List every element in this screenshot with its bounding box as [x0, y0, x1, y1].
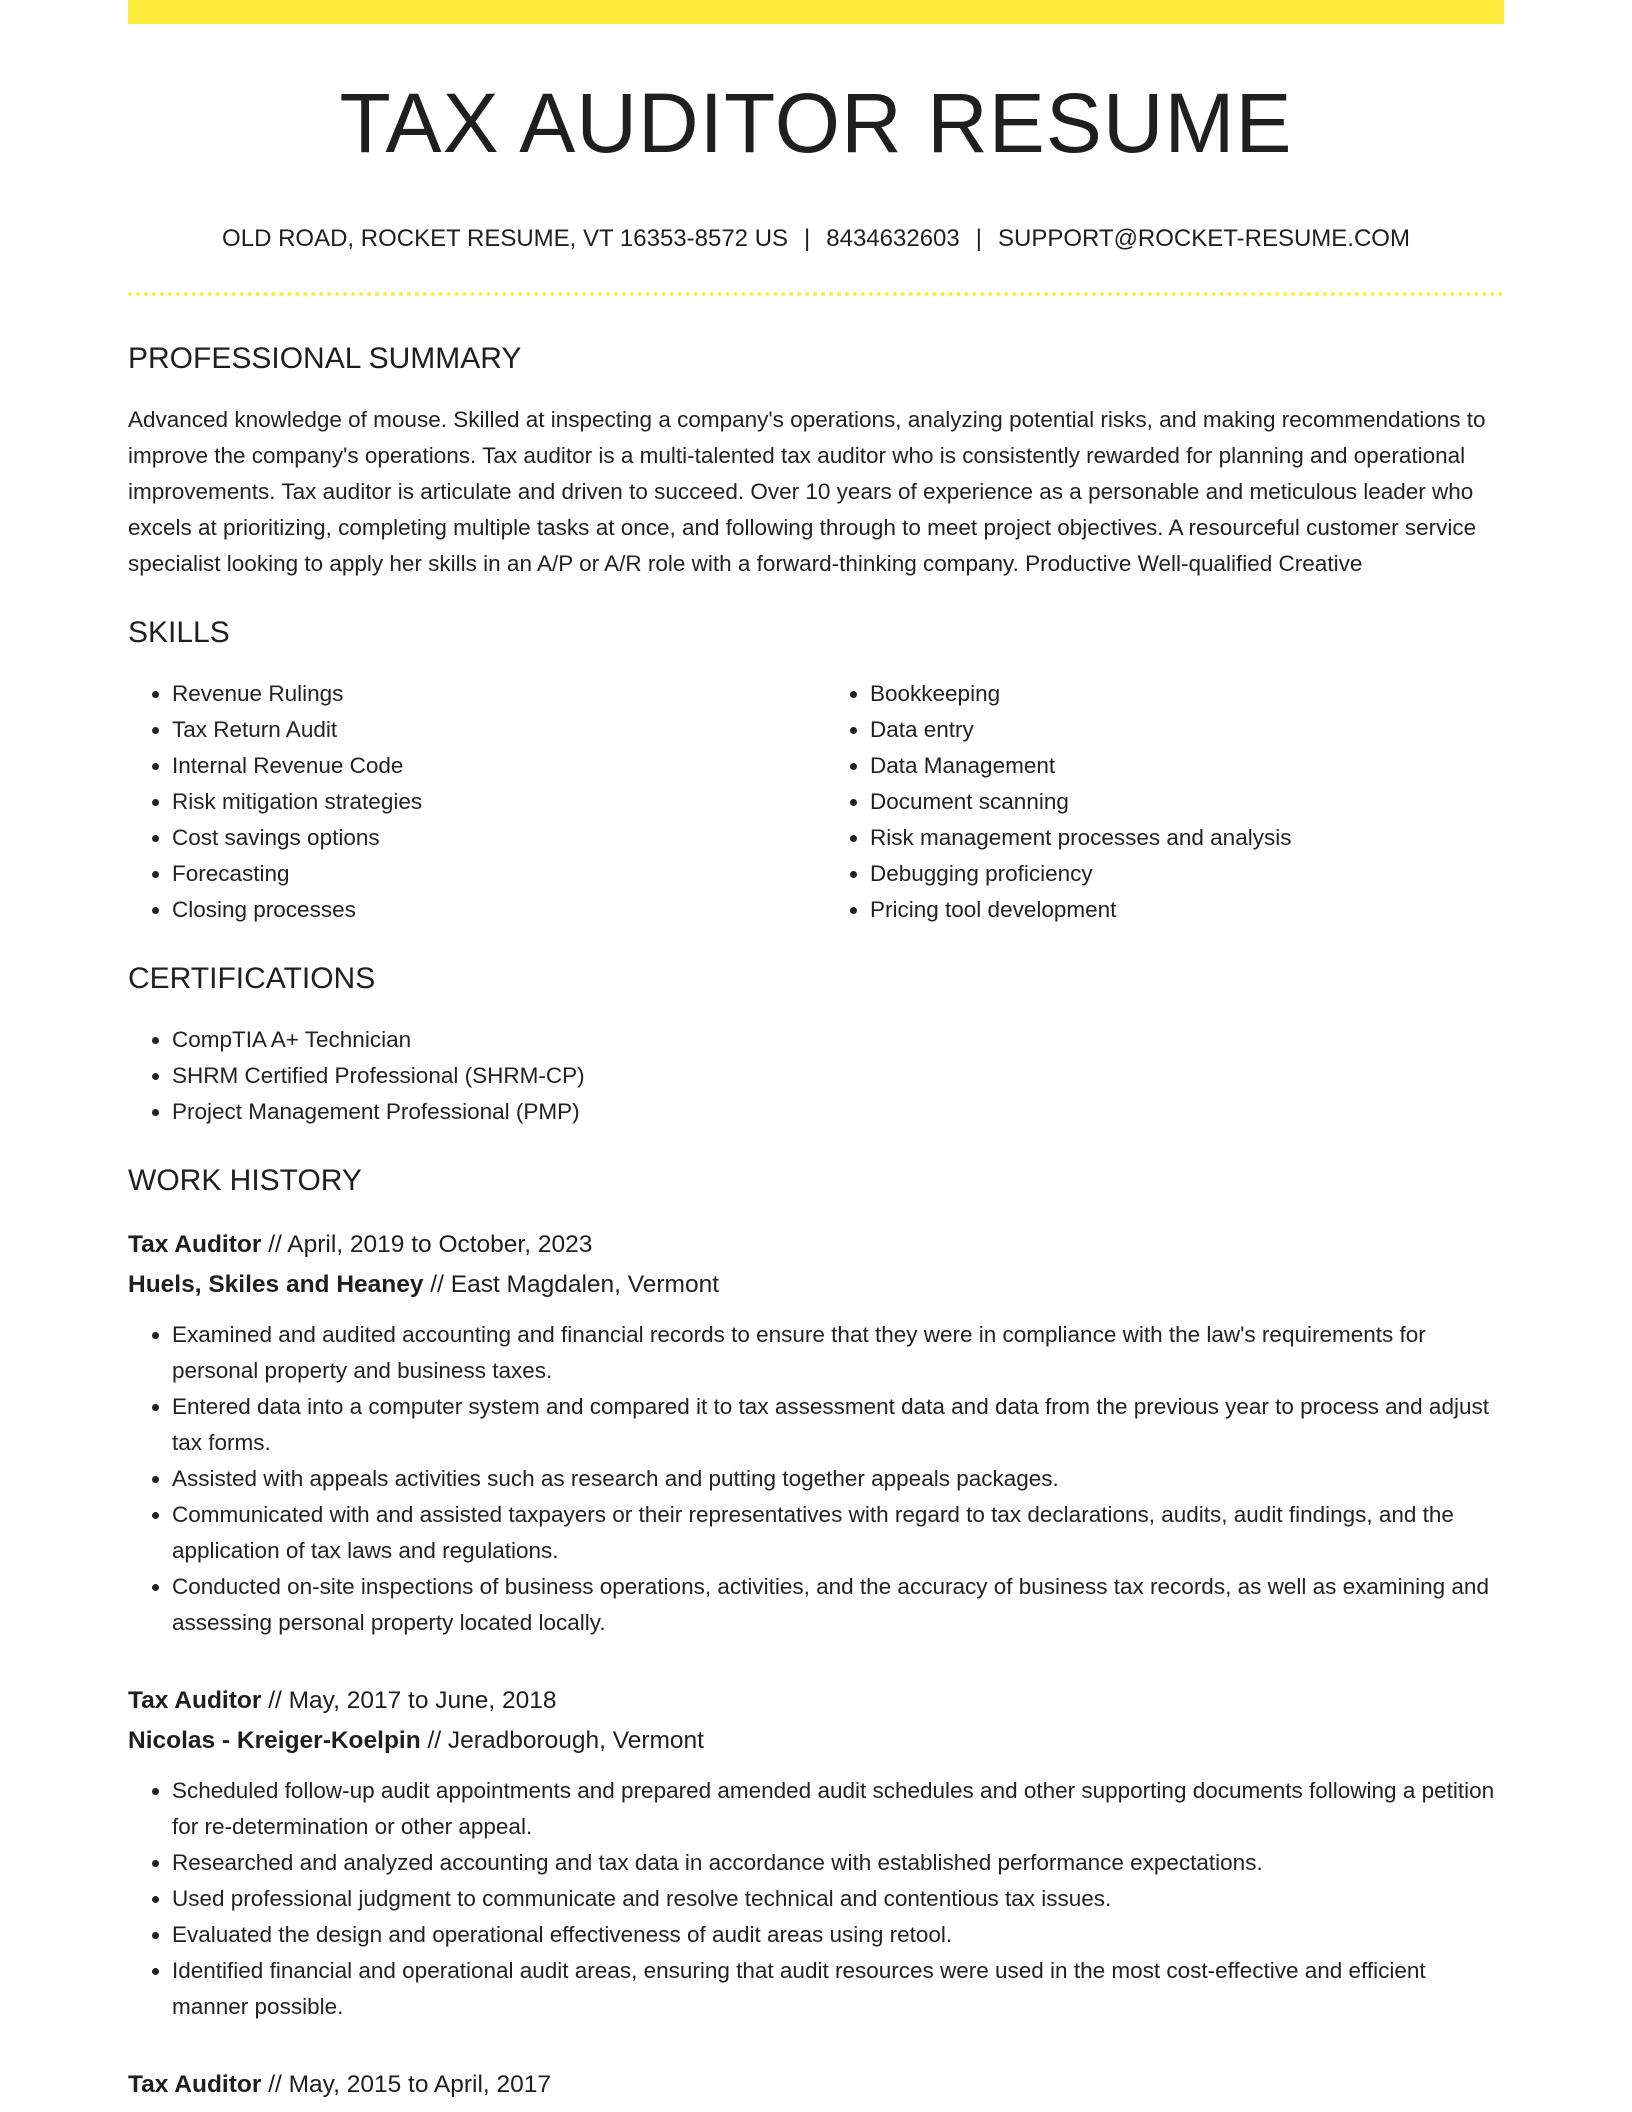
- page-title: TAX AUDITOR RESUME: [339, 76, 1293, 170]
- work-history-heading: WORK HISTORY: [128, 1163, 362, 1197]
- skill-item: • Forecasting: [172, 856, 806, 892]
- top-accent-bar: [128, 0, 1504, 24]
- skill-item: • Revenue Rulings: [172, 676, 806, 712]
- skill-item: • Tax Return Audit: [172, 712, 806, 748]
- skill-item: • Risk mitigation strategies: [172, 784, 806, 820]
- contact-address: OLD ROAD, ROCKET RESUME, VT 16353-8572 US: [222, 225, 789, 252]
- job-bullets: [128, 1773, 1504, 2025]
- skill-item: • Document scanning: [870, 784, 1504, 820]
- skill-item: • Closing processes: [172, 892, 806, 928]
- job-bullet: • Researched and analyzed accounting and tax data in accordance with established performance expectations.: [172, 1845, 1504, 1881]
- contact-email: SUPPORT@ROCKET-RESUME.COM: [997, 225, 1410, 252]
- job-title-line: [128, 2065, 1504, 2105]
- certification-item: • Project Management Professional (PMP): [172, 1094, 1504, 1130]
- job-bullets: [128, 1317, 1504, 1641]
- skill-item: • Bookkeeping: [870, 676, 1504, 712]
- certifications-list: [128, 1022, 1504, 1130]
- skill-item: • Data Management: [870, 748, 1504, 784]
- skills-list-right: [826, 676, 1504, 928]
- skill-item: • Debugging proficiency: [870, 856, 1504, 892]
- job-entry: [128, 1225, 1504, 1641]
- job-bullet: • Used professional judgment to communicate and resolve technical and contentious tax issues.: [172, 1881, 1504, 1917]
- job-bullet: • Assisted with appeals activities such as research and putting together appeals packages.: [172, 1461, 1504, 1497]
- summary-heading: PROFESSIONAL SUMMARY: [128, 341, 522, 375]
- skill-item: • Risk management processes and analysis: [870, 820, 1504, 856]
- resume-page: [128, 0, 1504, 2105]
- job-title-line: [128, 1681, 1504, 1721]
- certifications-heading: CERTIFICATIONS: [128, 961, 376, 995]
- job-title: Tax Auditor: [128, 1686, 262, 1714]
- skills-list-left: [128, 676, 806, 928]
- job-bullet: • Scheduled follow-up audit appointments and prepared amended audit schedules and other supporting documents following a petition for re-determination or other appeal.: [172, 1773, 1504, 1845]
- job-title-line: [128, 1225, 1504, 1265]
- job-bullet: • Examined and audited accounting and financial records to ensure that they were in compliance with the law's requirements for personal property and business taxes.: [172, 1317, 1504, 1389]
- job-company-line: [128, 1721, 1504, 1761]
- job-dates: // April, 2019 to October, 2023: [261, 1230, 593, 1258]
- job-dates: // May, 2015 to April, 2017: [261, 2070, 552, 2098]
- job-bullet: • Entered data into a computer system and compared it to tax assessment data and data from the previous year to process and adjust tax forms.: [172, 1389, 1504, 1461]
- contact-separator: |: [804, 225, 811, 252]
- contact-phone: 8434632603: [826, 225, 960, 252]
- certification-item: • SHRM Certified Professional (SHRM-CP): [172, 1058, 1504, 1094]
- contact-line: [128, 225, 1504, 254]
- skill-item: • Pricing tool development: [870, 892, 1504, 928]
- skill-item: • Cost savings options: [172, 820, 806, 856]
- job-company: Huels, Skiles and Heaney: [128, 1270, 424, 1298]
- job-location: // Jeradborough, Vermont: [420, 1726, 704, 1754]
- job-title: Tax Auditor: [128, 1230, 262, 1258]
- job-bullet: • Evaluated the design and operational effectiveness of audit areas using retool.: [172, 1917, 1504, 1953]
- summary-text: Advanced knowledge of mouse. Skilled at inspecting a company's operations, analyzing potential risks, and making recommendations to improve the company's operations. Tax auditor is a multi-talented tax auditor who is consistently rewarded for planning and operational improvements. Tax auditor is articulate and driven to succeed. Over 10 years of experience as a personable and meticulous leader who excels at prioritizing, completing multiple tasks at once, and following through to meet project objectives. A resourceful customer service specialist looking to apply her skills in an A/P or A/R role with a forward-thinking company. Productive Well-qualified Creative: [128, 406, 1486, 576]
- job-company-line: [128, 1265, 1504, 1305]
- contact-separator: |: [975, 225, 982, 252]
- job-entry: [128, 2065, 1504, 2105]
- certification-item: • CompTIA A+ Technician: [172, 1022, 1504, 1058]
- job-company: Nicolas - Kreiger-Koelpin: [128, 1726, 421, 1754]
- dotted-divider: [128, 292, 1504, 296]
- job-location: // East Magdalen, Vermont: [423, 1270, 720, 1298]
- skill-item: • Data entry: [870, 712, 1504, 748]
- job-bullet: • Communicated with and assisted taxpayers or their representatives with regard to tax declarations, audits, audit findings, and the application of tax laws and regulations.: [172, 1497, 1504, 1569]
- job-entry: [128, 1681, 1504, 2025]
- job-dates: // May, 2017 to June, 2018: [261, 1686, 557, 1714]
- skill-item: • Internal Revenue Code: [172, 748, 806, 784]
- job-bullet: • Conducted on-site inspections of business operations, activities, and the accuracy of business tax records, as well as examining and assessing personal property located locally.: [172, 1569, 1504, 1641]
- job-bullet: • Identified financial and operational audit areas, ensuring that audit resources were used in the most cost-effective and efficient manner possible.: [172, 1953, 1504, 2025]
- job-title: Tax Auditor: [128, 2070, 262, 2098]
- skills-grid: [128, 676, 1504, 928]
- skills-heading: SKILLS: [128, 615, 230, 649]
